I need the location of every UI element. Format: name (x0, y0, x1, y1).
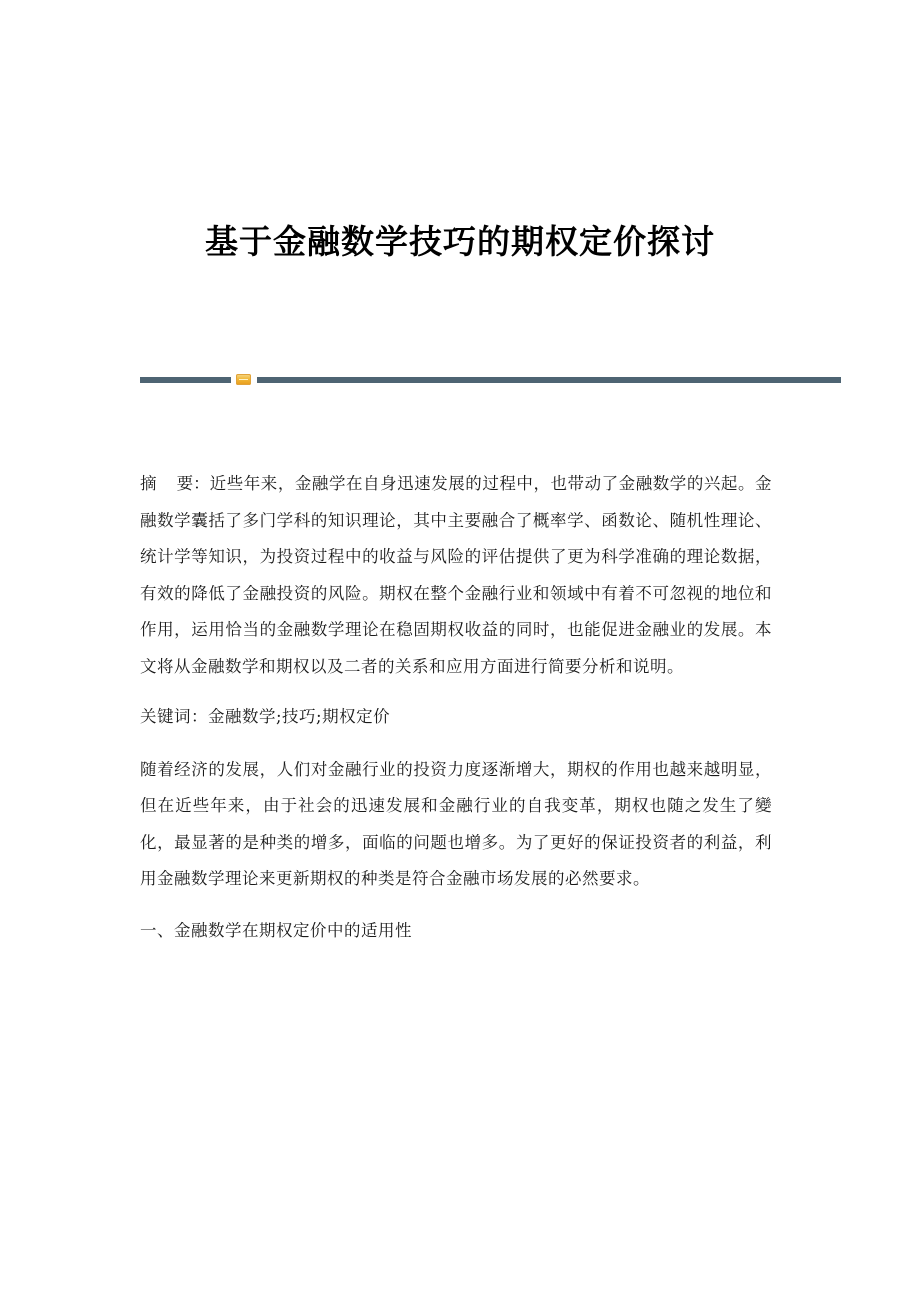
divider-ornament-icon (236, 374, 251, 385)
abstract-label (140, 474, 210, 493)
document-body (140, 466, 772, 949)
title-divider (140, 374, 841, 386)
document-title: 基于金融数学技巧的期权定价探讨 (205, 222, 715, 261)
abstract-label-char-1: 摘 (140, 474, 157, 493)
keywords-line: 关键词：金融数学;技巧;期权定价 (140, 707, 391, 726)
abstract-label-char-2: 要： (176, 474, 210, 493)
abstract-paragraph (140, 466, 772, 685)
abstract-text: 近些年来，金融学在自身迅速发展的过程中，也带动了金融数学的兴起。金融数学囊括了多门学科的知识理论，其中主要融合了概率学、函数论、随机性理论、统计学等知识，为投资过程中的收益与风险的评估提供了更为科学准确的理论数据，有效的降低了金融投资的风险。期权在整个金融行业和领域中有着不可忽视的地位和作用，运用恰当的金融数学理论在稳固期权收益的同时，也能促进金融业的发展。本文将从金融数学和期权以及二者的关系和应用方面进行简要分析和说明。 (140, 474, 773, 676)
section-heading: 一、金融数学在期权定价中的适用性 (140, 920, 412, 940)
divider-bar-right (257, 377, 841, 383)
intro-paragraph: 随着经济的发展，人们对金融行业的投资力度逐渐增大，期权的作用也越来越明显，但在近些年来，由于社会的迅速发展和金融行业的自我变革，期权也随之发生了變化，最显著的是种类的增多，面临的问题也增多。为了更好的保证投资者的利益，利用金融数学理论来更新期权的种类是符合金融市场发展的必然要求。 (140, 759, 772, 888)
divider-bar-left (140, 377, 231, 383)
